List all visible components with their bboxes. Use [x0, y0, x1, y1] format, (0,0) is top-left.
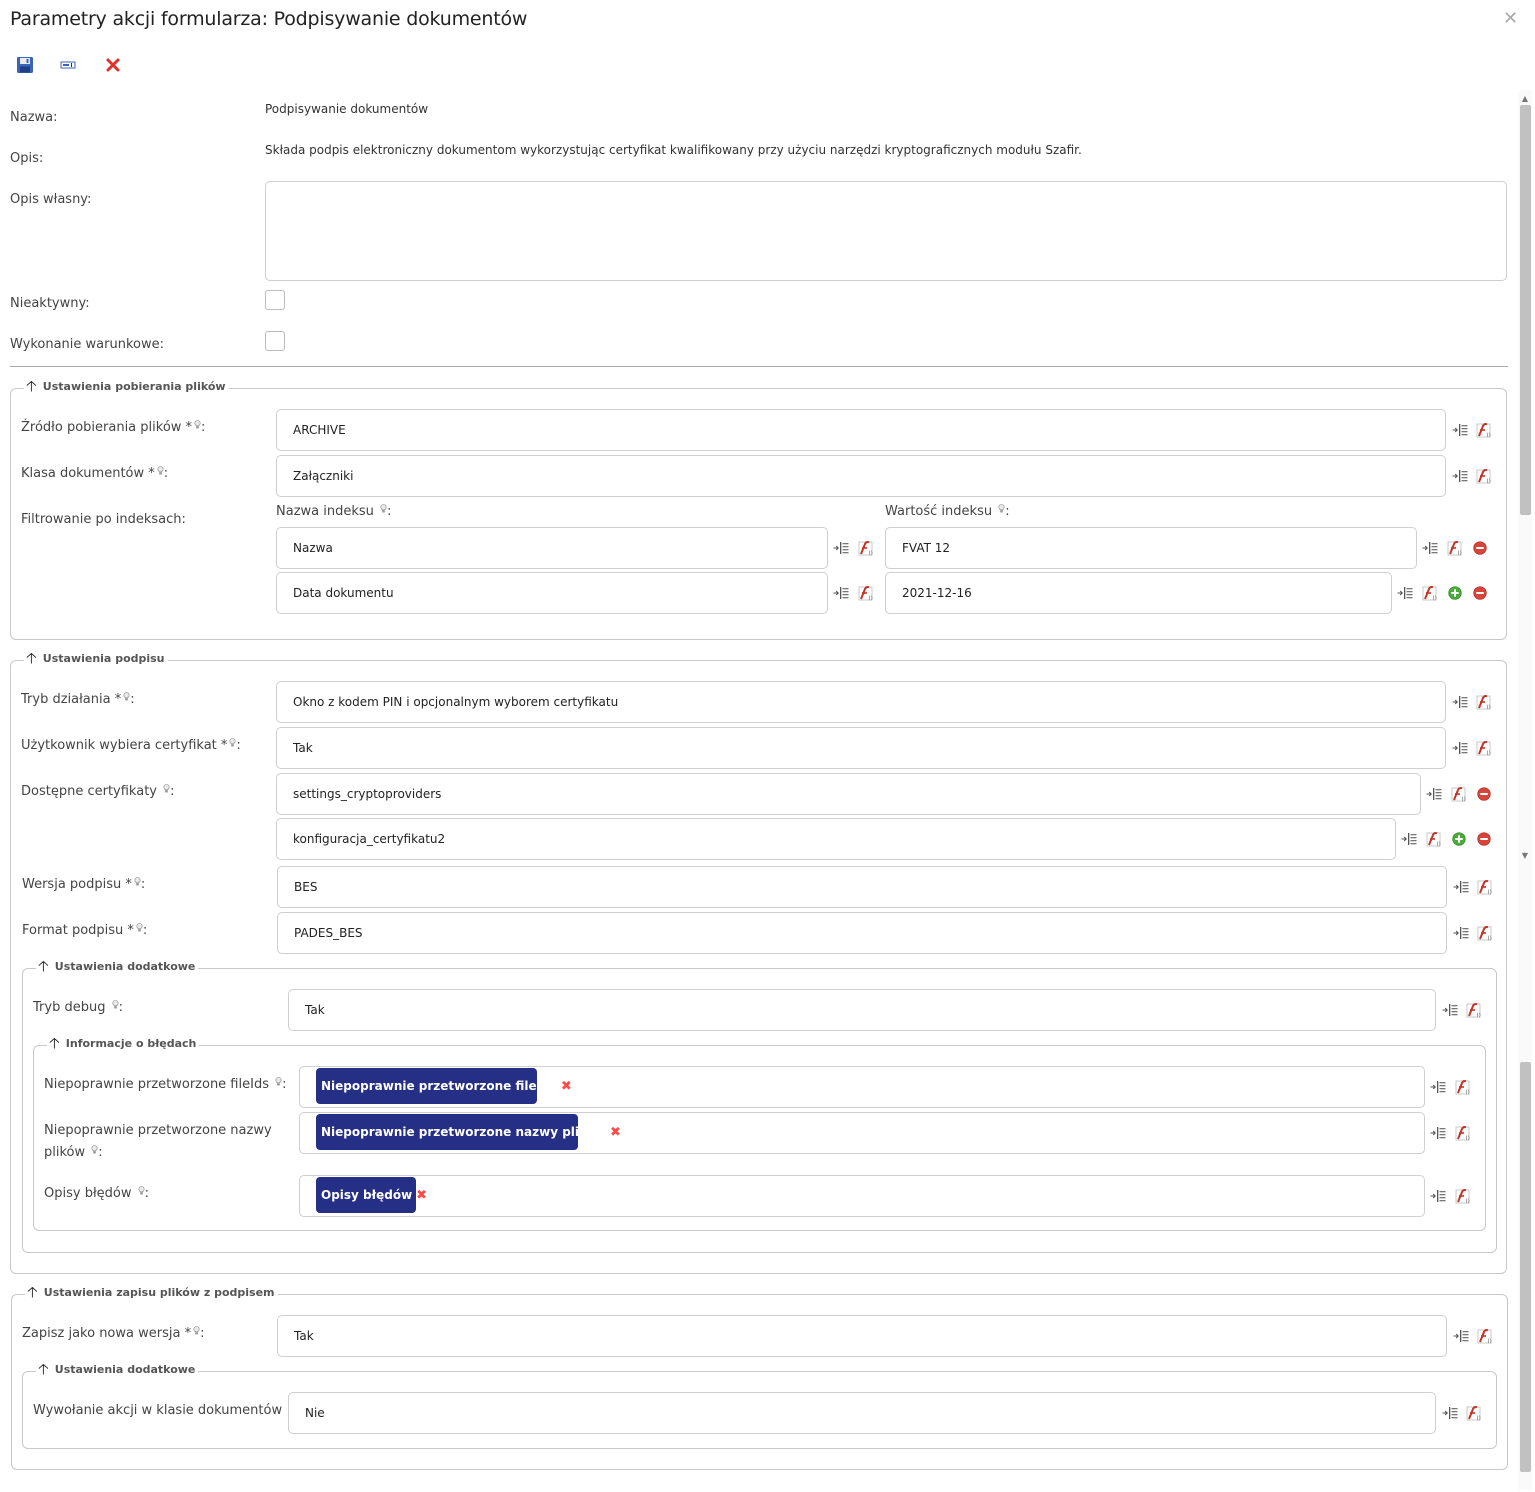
- function-icon[interactable]: [857, 539, 875, 557]
- function-icon[interactable]: [1465, 1001, 1483, 1019]
- add-row-icon[interactable]: [1446, 584, 1464, 602]
- own-description-textarea[interactable]: [265, 181, 1507, 281]
- collapse-arrow-icon: 🡡: [26, 377, 37, 395]
- hint-bulb-icon: [136, 923, 143, 932]
- failed-file-ids-label: Niepoprawnie przetworzone fileIds :: [44, 1077, 287, 1092]
- hint-bulb-icon: [380, 504, 387, 513]
- mapping-icon[interactable]: [1425, 785, 1443, 803]
- mapping-icon[interactable]: [1451, 739, 1469, 757]
- signature-version-input[interactable]: BES: [277, 866, 1447, 908]
- function-icon[interactable]: [1421, 584, 1439, 602]
- invoke-action-label: Wywołanie akcji w klasie dokumentów: [33, 1403, 300, 1418]
- signature-format-input[interactable]: PADES_BES: [277, 912, 1447, 954]
- index-name-input[interactable]: Data dokumentu: [276, 572, 828, 614]
- function-icon[interactable]: [1475, 693, 1493, 711]
- collapse-arrow-icon: 🡡: [49, 1034, 60, 1052]
- cert-input[interactable]: settings_cryptoproviders: [276, 773, 1421, 815]
- debug-mode-input[interactable]: Tak: [288, 989, 1436, 1031]
- function-icon[interactable]: [1446, 539, 1464, 557]
- failed-file-names-label: Niepoprawnie przetworzone nazwy: [44, 1123, 272, 1138]
- remove-row-icon[interactable]: [1471, 584, 1489, 602]
- mapping-icon[interactable]: [832, 584, 850, 602]
- source-label: Źródło pobierania plików * :: [21, 420, 206, 435]
- description-label: Opis:: [10, 151, 44, 166]
- index-value-header: Wartość indeksu :: [885, 504, 1010, 519]
- hint-bulb-icon: [194, 420, 201, 429]
- mapping-icon[interactable]: [1441, 1001, 1459, 1019]
- error-descriptions-input[interactable]: [299, 1175, 1425, 1217]
- hint-bulb-icon: [275, 1077, 282, 1086]
- hint-bulb-icon: [157, 466, 164, 475]
- document-class-input[interactable]: Załączniki: [276, 455, 1446, 497]
- add-row-icon[interactable]: [1450, 830, 1468, 848]
- mapping-icon[interactable]: [832, 539, 850, 557]
- mapping-icon[interactable]: [1421, 539, 1439, 557]
- scroll-up-arrow-icon[interactable]: ▲: [1521, 93, 1529, 103]
- function-icon[interactable]: [857, 584, 875, 602]
- save-new-version-input[interactable]: Tak: [277, 1315, 1447, 1357]
- hint-bulb-icon: [123, 692, 130, 701]
- function-icon[interactable]: [1475, 739, 1493, 757]
- mapping-icon[interactable]: [1400, 830, 1418, 848]
- hint-bulb-icon: [998, 504, 1005, 513]
- inactive-label: Nieaktywny:: [10, 296, 90, 311]
- mapping-icon[interactable]: [1451, 421, 1469, 439]
- remove-row-icon[interactable]: [1471, 539, 1489, 557]
- signature-settings-legend[interactable]: 🡡 Ustawienia podpisu: [24, 651, 168, 666]
- description-value: Składa podpis elektroniczny dokumentom wykorzystując certyfikat kwalifikowany przy użyciu narzędzi kryptograficznych modułu Szafir.: [265, 143, 1082, 157]
- collapse-arrow-icon: 🡡: [27, 1283, 38, 1301]
- conditional-checkbox[interactable]: [265, 331, 285, 351]
- function-icon[interactable]: [1454, 1187, 1472, 1205]
- index-value-input[interactable]: 2021-12-16: [885, 572, 1392, 614]
- error-descriptions-label: Opisy błędów :: [44, 1186, 150, 1201]
- mapping-icon[interactable]: [1429, 1124, 1447, 1142]
- debug-mode-label: Tryb debug :: [33, 1000, 123, 1015]
- failed-file-names-label-cont: plików :: [44, 1145, 103, 1160]
- scroll-down-arrow-icon[interactable]: ▼: [1521, 850, 1529, 860]
- function-icon[interactable]: [1425, 830, 1443, 848]
- save-additional-legend[interactable]: 🡡 Ustawienia dodatkowe: [36, 1362, 198, 1377]
- function-icon[interactable]: [1476, 924, 1494, 942]
- index-name-input[interactable]: Nazwa: [276, 527, 828, 569]
- close-icon[interactable]: ✕: [1503, 8, 1519, 29]
- function-icon[interactable]: [1476, 1327, 1494, 1345]
- function-icon[interactable]: [1454, 1124, 1472, 1142]
- save-settings-legend[interactable]: 🡡 Ustawienia zapisu plików z podpisem: [25, 1285, 278, 1300]
- mapping-icon[interactable]: [1452, 878, 1470, 896]
- name-label: Nazwa:: [10, 110, 58, 125]
- name-value: Podpisywanie dokumentów: [265, 102, 429, 116]
- filter-indexes-label: Filtrowanie po indeksach:: [21, 512, 186, 527]
- download-settings-legend[interactable]: 🡡 Ustawienia pobierania plików: [24, 379, 229, 394]
- hint-bulb-icon: [193, 1326, 200, 1335]
- available-certs-label: Dostępne certyfikaty :: [21, 784, 175, 799]
- scrollbar-thumb-lower[interactable]: [1520, 1062, 1531, 1472]
- collapse-arrow-icon: 🡡: [38, 1360, 49, 1378]
- hint-bulb-icon: [91, 1145, 98, 1154]
- save-new-version-label: Zapisz jako nowa wersja * :: [22, 1326, 205, 1341]
- mapping-icon[interactable]: [1396, 584, 1414, 602]
- inactive-checkbox[interactable]: [265, 290, 285, 310]
- hint-bulb-icon: [112, 1000, 119, 1009]
- remove-row-icon[interactable]: [1475, 785, 1493, 803]
- hint-bulb-icon: [138, 1186, 145, 1195]
- mode-label: Tryb działania * :: [21, 692, 135, 707]
- hint-bulb-icon: [229, 738, 236, 747]
- failed-file-names-tag[interactable]: Niepoprawnie przetworzone nazwy plików ✖: [316, 1114, 578, 1150]
- function-icon[interactable]: [1465, 1404, 1483, 1422]
- save-icon[interactable]: [15, 55, 35, 75]
- signature-version-label: Wersja podpisu * :: [22, 877, 146, 892]
- invoke-action-input[interactable]: Nie: [288, 1392, 1436, 1434]
- mapping-icon[interactable]: [1452, 924, 1470, 942]
- mapping-icon[interactable]: [1451, 693, 1469, 711]
- document-class-label: Klasa dokumentów * :: [21, 466, 169, 481]
- function-icon[interactable]: [1475, 467, 1493, 485]
- remove-tag-icon[interactable]: ✖: [610, 1124, 621, 1140]
- divider: [10, 366, 1508, 367]
- index-value-input[interactable]: FVAT 12: [885, 527, 1417, 569]
- index-name-header: Nazwa indeksu :: [276, 504, 392, 519]
- input-field-icon[interactable]: [58, 55, 78, 75]
- hint-bulb-icon: [163, 784, 170, 793]
- cert-input[interactable]: konfiguracja_certyfikatu2: [276, 818, 1396, 860]
- function-icon[interactable]: [1475, 421, 1493, 439]
- function-icon[interactable]: [1454, 1078, 1472, 1096]
- function-icon[interactable]: [1476, 878, 1494, 896]
- source-input[interactable]: ARCHIVE: [276, 409, 1446, 451]
- mapping-icon[interactable]: [1429, 1187, 1447, 1205]
- error-info-legend[interactable]: 🡡 Informacje o błędach: [47, 1036, 199, 1051]
- error-descriptions-tag[interactable]: Opisy błędów ✖: [316, 1177, 416, 1213]
- signature-format-label: Format podpisu * :: [22, 923, 148, 938]
- function-icon[interactable]: [1450, 785, 1468, 803]
- remove-tag-icon[interactable]: ✖: [416, 1187, 428, 1203]
- mapping-icon[interactable]: [1451, 467, 1469, 485]
- dialog-title: Parametry akcji formularza: Podpisywanie dokumentów: [10, 8, 528, 30]
- mapping-icon[interactable]: [1441, 1404, 1459, 1422]
- own-description-label: Opis własny:: [10, 192, 92, 207]
- remove-tag-icon[interactable]: ✖: [560, 1078, 572, 1094]
- delete-icon[interactable]: [103, 55, 123, 75]
- mapping-icon[interactable]: [1452, 1327, 1470, 1345]
- mode-input[interactable]: Okno z kodem PIN i opcjonalnym wyborem certyfikatu: [276, 681, 1446, 723]
- mapping-icon[interactable]: [1429, 1078, 1447, 1096]
- remove-row-icon[interactable]: [1475, 830, 1493, 848]
- signature-additional-legend[interactable]: 🡡 Ustawienia dodatkowe: [36, 959, 198, 974]
- user-selects-cert-input[interactable]: Tak: [276, 727, 1446, 769]
- collapse-arrow-icon: 🡡: [26, 649, 37, 667]
- collapse-arrow-icon: 🡡: [38, 957, 49, 975]
- scrollbar-thumb[interactable]: [1520, 105, 1531, 515]
- hint-bulb-icon: [134, 877, 141, 886]
- conditional-label: Wykonanie warunkowe:: [10, 337, 164, 352]
- user-selects-cert-label: Użytkownik wybiera certyfikat * :: [21, 738, 241, 753]
- failed-file-ids-tag[interactable]: Niepoprawnie przetworzone fileIds ✖: [316, 1068, 537, 1104]
